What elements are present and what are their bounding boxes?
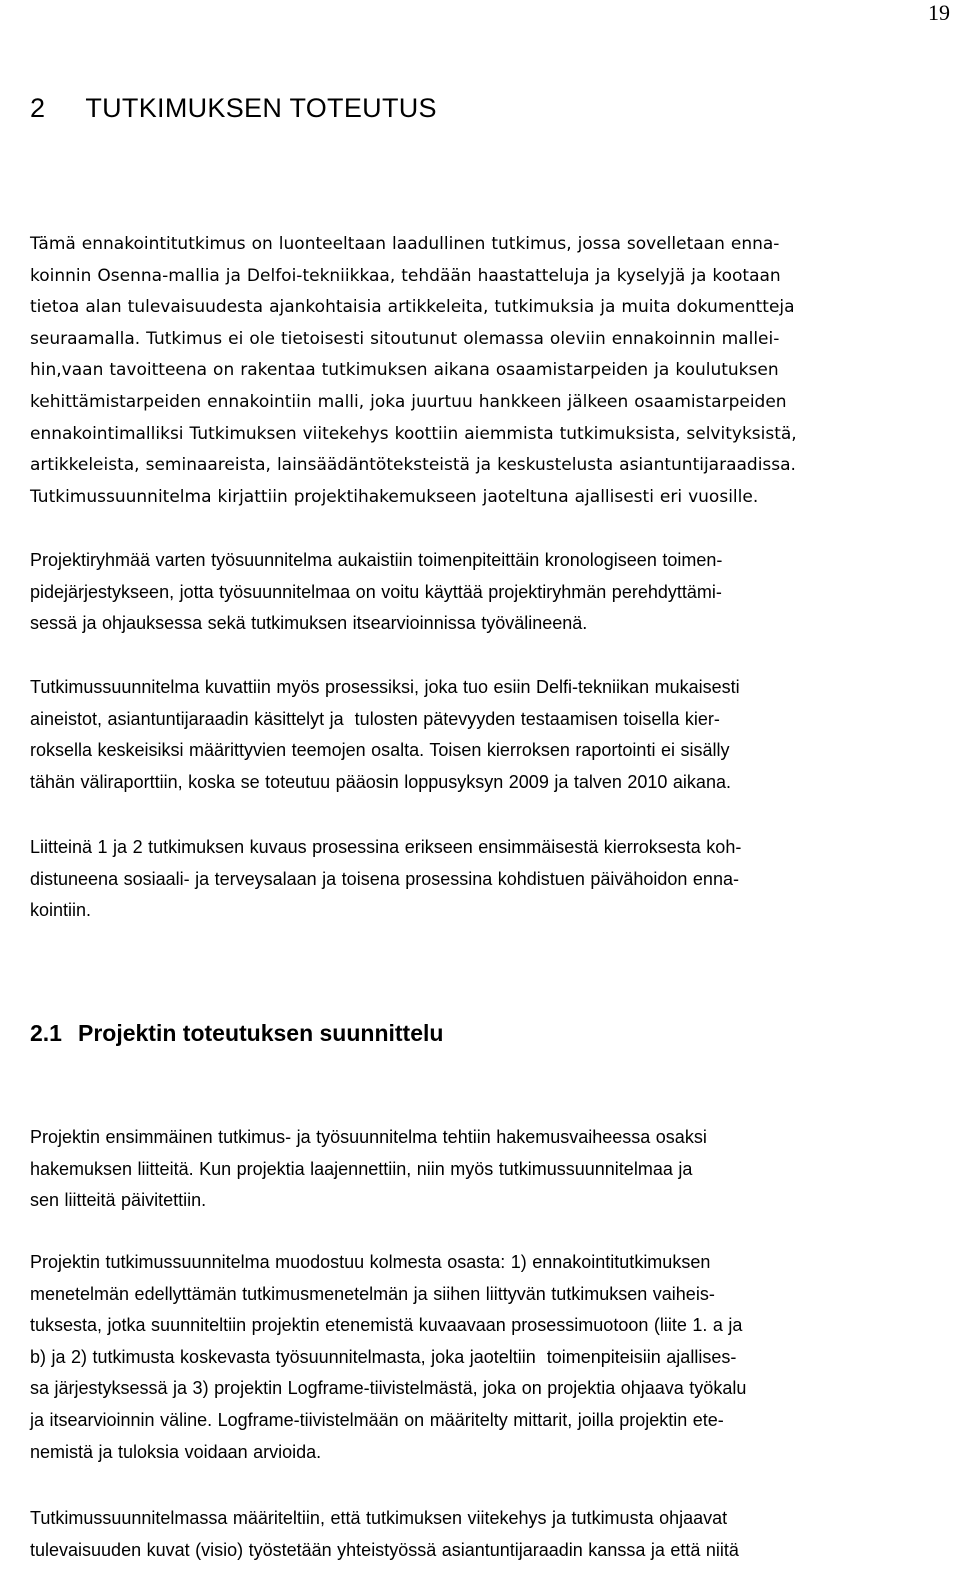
text-line: Tämä ennakointitutkimus on luonteeltaan laadullinen tutkimus, jossa sovelletaan enna-: [30, 234, 780, 254]
text-line: Tutkimussuunnitelma kuvattiin myös prosessiksi, joka tuo esiin Delfi-tekniikan mukaisesti: [30, 677, 740, 697]
text-line: Projektin ensimmäinen tutkimus- ja työsuunnitelma tehtiin hakemusvaiheessa osaksi: [30, 1127, 707, 1147]
text-line: seuraamalla. Tutkimus ei ole tietoisesti sitoutunut olemassa oleviin ennakoinnin mallei-: [30, 328, 780, 349]
text-line: sa järjestyksessä ja 3) projektin Logframe-tiivistelmästä, joka on projektia ohjaava työkalu: [30, 1378, 747, 1399]
text-line: aineistot, asiantuntijaraadin käsittelyt ja tulosten pätevyyden testaamisen toisella kier-: [30, 708, 720, 729]
text-line: pidejärjestykseen, jotta työsuunnitelmaa on voitu käyttää projektiryhmän perehdyttämi-: [30, 581, 722, 602]
text-line: roksella keskeisiksi määrittyvien teemojen osalta. Toisen kierroksen raportointi ei sisälly: [30, 740, 730, 761]
text-line: kointiin.: [30, 900, 92, 921]
text-line: artikkeleista, seminaareista, lainsäädäntöteksteistä ja keskustelusta asiantuntijaraadissa.: [30, 455, 796, 476]
chapter-title: TUTKIMUKSEN TOTEUTUS: [85, 93, 437, 123]
text-line: distuneena sosiaali- ja terveysalaan ja toisena prosessina kohdistuen päivähoidon enna-: [30, 868, 739, 889]
text-line: ja itsearvioinnin väline. Logframe-tiivistelmään on määritelty mittarit, joilla projektin ete-: [30, 1409, 724, 1430]
text-line: Liitteinä 1 ja 2 tutkimuksen kuvaus prosessina erikseen ensimmäisestä kierroksesta koh-: [30, 837, 742, 857]
paragraph-1: [30, 229, 950, 513]
chapter-heading: [30, 88, 437, 128]
text-line: menetelmän edellyttämän tutkimusmenetelmän ja siihen liittyvän tutkimuksen vaiheis-: [30, 1283, 715, 1304]
text-line: tietoa alan tulevaisuudesta ajankohtaisia artikkeleita, tutkimuksia ja muita dokumentteja: [30, 297, 795, 318]
paragraph-6: [30, 1247, 950, 1468]
text-line: sen liitteitä päivitettiin.: [30, 1190, 207, 1211]
chapter-number: 2: [30, 93, 46, 123]
paragraph-4: [30, 832, 950, 927]
paragraph-2: [30, 545, 950, 640]
text-line: Tutkimussuunnitelmassa määriteltiin, että tutkimuksen viitekehys ja tutkimusta ohjaavat: [30, 1508, 728, 1528]
paragraph-5: [30, 1122, 950, 1217]
text-line: hakemuksen liitteitä. Kun projektia laajennettiin, niin myös tutkimussuunnitelmaa ja: [30, 1158, 693, 1179]
section-heading: [30, 1017, 443, 1049]
text-line: nemistä ja tuloksia voidaan arvioida.: [30, 1441, 322, 1462]
page-number: 19: [928, 0, 950, 25]
paragraph-7: [30, 1503, 950, 1566]
text-line: Tutkimussuunnitelma kirjattiin projektihakemukseen jaoteltuna ajallisesti eri vuosille.: [30, 486, 759, 507]
text-line: sessä ja ohjauksessa sekä tutkimuksen itsearvioinnissa työvälineenä.: [30, 613, 588, 634]
text-line: ennakointimalliksi Tutkimuksen viitekehys koottiin aiemmista tutkimuksista, selvityksistä,: [30, 423, 797, 444]
text-line: koinnin Osenna-mallia ja Delfoi-tekniikkaa, tehdään haastatteluja ja kyselyjä ja kootaan: [30, 265, 781, 286]
text-line: tähän väliraporttiin, koska se toteutuu pääosin loppusyksyn 2009 ja talven 2010 aikana.: [30, 771, 731, 792]
text-line: tuksesta, jotka suunniteltiin projektin etenemistä kuvaavaan prosessimuotoon (liite 1. a ja: [30, 1315, 743, 1336]
section-number: 2.1: [30, 1020, 62, 1046]
text-line: kehittämistarpeiden ennakointiin malli, joka juurtuu hankkeen jälkeen osaamistarpeiden: [30, 391, 787, 412]
text-line: b) ja 2) tutkimusta koskevasta työsuunnitelmasta, joka jaoteltiin toimenpiteisiin ajallises-: [30, 1346, 737, 1367]
paragraph-3: [30, 672, 950, 798]
text-line: hin,vaan tavoitteena on rakentaa tutkimuksen aikana osaamistarpeiden ja koulutuksen: [30, 360, 779, 381]
text-line: tulevaisuuden kuvat (visio) työstetään yhteistyössä asiantuntijaraadin kanssa ja että niitä: [30, 1539, 739, 1560]
text-line: Projektiryhmää varten työsuunnitelma aukaistiin toimenpiteittäin kronologiseen toimen-: [30, 550, 723, 570]
text-line: Projektin tutkimussuunnitelma muodostuu kolmesta osasta: 1) ennakointitutkimuksen: [30, 1252, 711, 1272]
section-title: Projektin toteutuksen suunnittelu: [77, 1020, 444, 1046]
